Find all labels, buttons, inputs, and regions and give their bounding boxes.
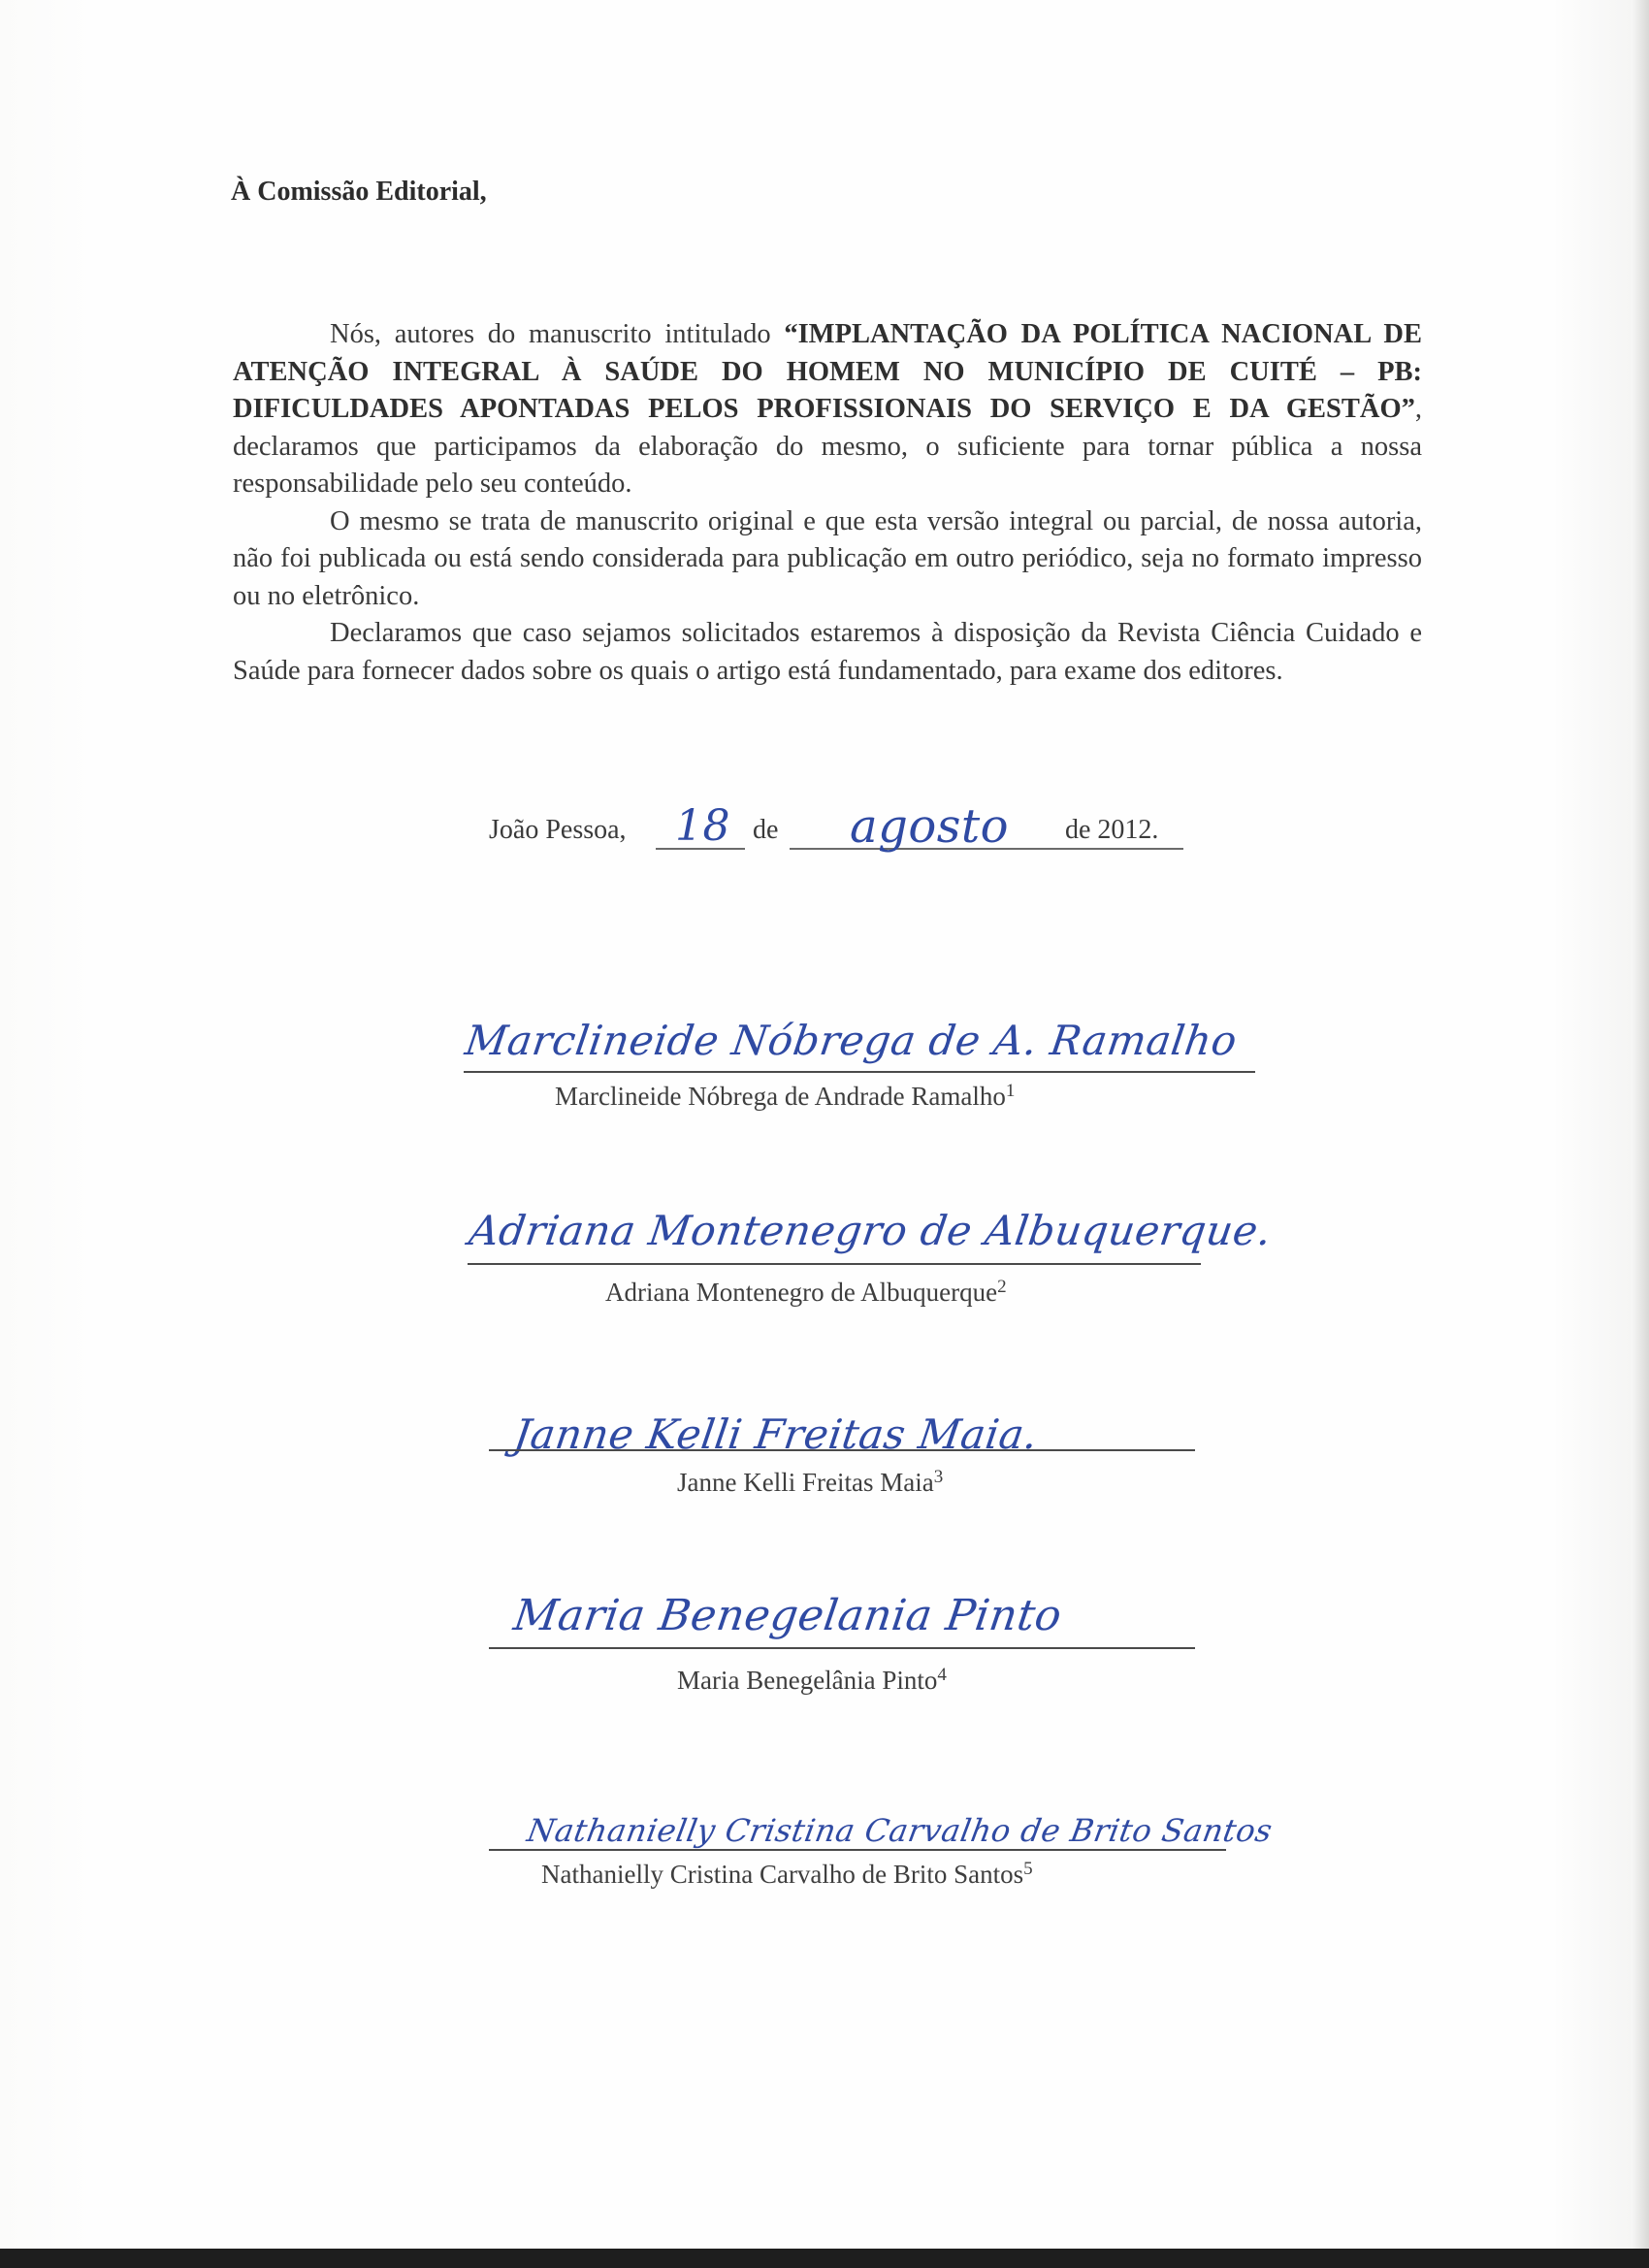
scan-edge-bottom [0,2249,1649,2268]
signatory-name: Marclineide Nóbrega de Andrade Ramalho$^1$ [555,1081,1016,1111]
handwritten-signature: Maria Benegelania Pinto [510,1591,1065,1640]
paragraph-availability: Declaramos que caso sejamos solicitados estaremos à disposição da Revista Ciência Cuidado e Saúde para fornecer dados sobre os quais o artigo está fundamentado, para exame dos editores. [233,618,1422,686]
handwritten-signature: Janne Kelli Freitas Maia. [510,1410,1042,1458]
affiliation-ref: 2 [997,1277,1007,1297]
signatory-name: Adriana Montenegro de Albuquerque$^2$ [605,1277,1007,1307]
signatory-name: Janne Kelli Freitas Maia$^3$ [677,1467,944,1497]
signature-line [489,1449,1195,1451]
handwritten-signature: Adriana Montenegro de Albuquerque. [466,1207,1276,1254]
affiliation-ref: 1 [1005,1081,1016,1101]
handwritten-day: 18 [675,801,730,851]
signature-line [464,1071,1255,1073]
paragraph-authorship-intro: Nós, autores do manuscrito intitulado [330,319,785,349]
handwritten-signature: Nathanielly Cristina Carvalho de Brito Santos [524,1812,1276,1849]
date-line [489,799,1187,858]
paragraph-authorship [233,316,1422,503]
manuscript-title: “IMPLANTAÇÃO DA POLÍTICA NACIONAL DE ATENÇÃO INTEGRAL À SAÚDE DO HOMEM NO MUNICÍPIO DE CUITÉ – PB: DIFICULDADES APONTADAS PELOS PROFISSIONAIS DO SERVIÇO E DA GESTÃO” [233,319,1422,424]
handwritten-signature: Marclineide Nóbrega de A. Ramalho [462,1017,1241,1064]
signature-line [468,1263,1201,1265]
declaration-body [233,316,1422,690]
affiliation-ref: 5 [1023,1859,1033,1879]
paragraph-authorship-rest: , declaramos que participamos da elaboração do mesmo, o suficiente para tornar pública a nossa responsabilidade pelo seu conteúdo. [233,394,1422,499]
affiliation-ref: 3 [933,1467,944,1487]
signature-line [489,1849,1226,1851]
signature-line [489,1647,1195,1649]
salutation: À Comissão Editorial, [231,177,487,207]
date-city: João Pessoa, [489,815,627,845]
signatory-name: Nathanielly Cristina Carvalho de Brito Santos$^5$ [541,1859,1033,1889]
scan-shadow-right [1632,0,1649,2249]
handwritten-month: agosto [850,799,1010,854]
paragraph-originality: O mesmo se trata de manuscrito original e que esta versão integral ou parcial, de nossa autoria, não foi publicada ou está sendo considerada para publicação em outro periódico, seja no formato impresso ou no eletrônico. [233,505,1422,611]
signatory-name: Maria Benegelânia Pinto$^4$ [677,1665,947,1695]
affiliation-ref: 4 [937,1665,947,1685]
date-year: de 2012. [1065,815,1159,845]
date-de: de [753,815,779,845]
